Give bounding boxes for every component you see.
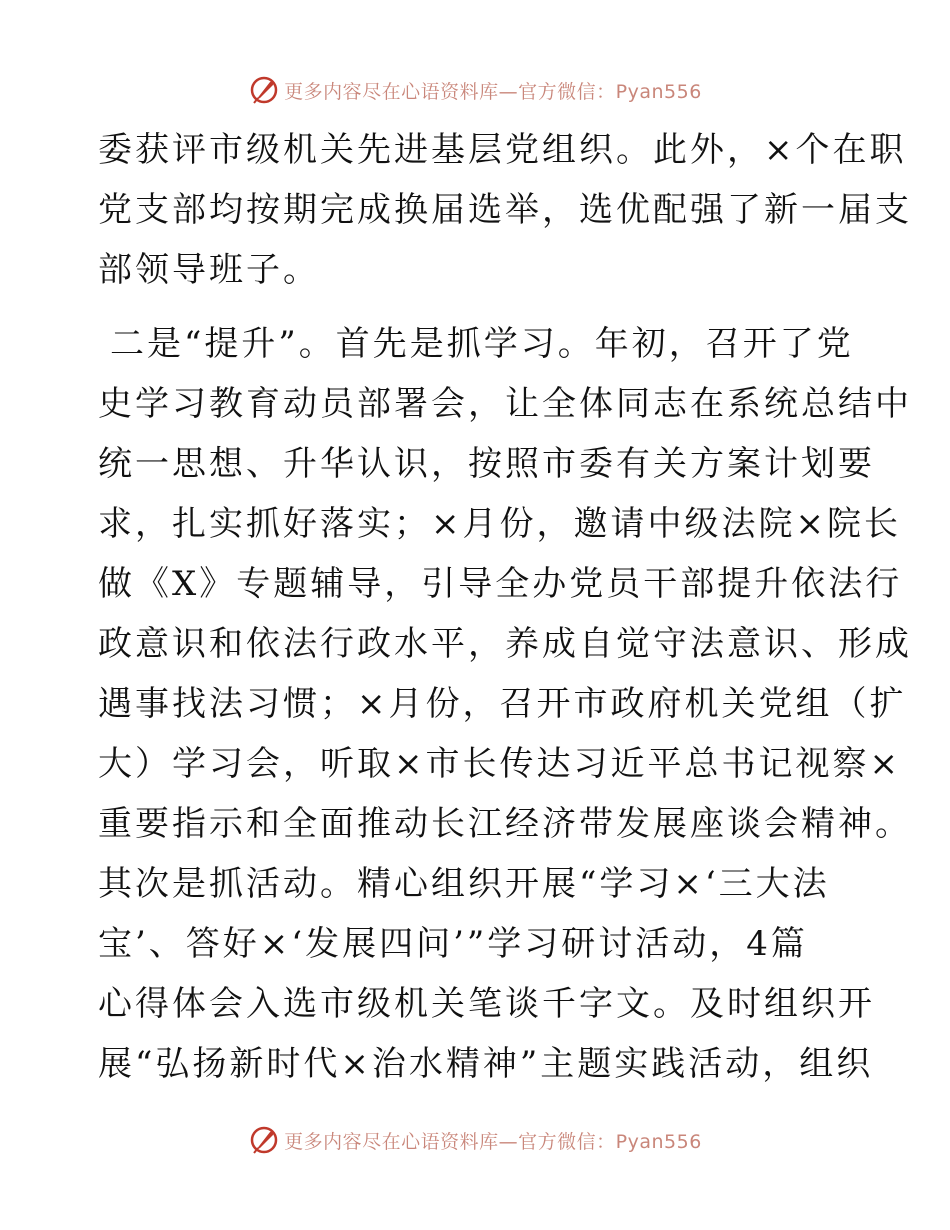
text-line: 重要指示和全面推动长江经济带发展座谈会精神。 [98,804,912,844]
text-line: 求，扎实抓好落实；×月份，邀请中级法院×院长 [98,504,901,544]
feather-pen-circle-icon [248,1124,280,1156]
text-line: 委获评市级机关先进基层党组织。此外，×个在职 [98,130,907,170]
text-line: 展“弘扬新时代×治水精神”主题实践活动，组织 [98,1044,874,1084]
text-line: 做《X》专题辅导，引导全办党员干部提升依法行 [98,564,903,604]
banner-text: 更多内容尽在心语资料库—官方微信：Pyan556 [284,1130,702,1153]
text-line: 二是“提升”。首先是抓学习。年初，召开了党 [110,324,854,364]
footer-banner [0,1120,950,1160]
text-line: 宝’、答好×‘发展四问’”学习研讨活动，4篇 [98,924,808,964]
text-line: 政意识和依法行政水平，养成自觉守法意识、形成 [98,624,912,664]
text-line: 其次是抓活动。精心组织开展“学习×‘三大法 [98,864,830,904]
text-line: 党支部均按期完成换届选举，选优配强了新一届支 [98,190,912,230]
text-line: 史学习教育动员部署会，让全体同志在系统总结中 [98,384,912,424]
text-line: 统一思想、升华认识，按照市委有关方案计划要 [98,444,875,484]
banner-text: 更多内容尽在心语资料库—官方微信：Pyan556 [284,80,702,103]
text-line: 大）学习会，听取×市长传达习近平总书记视察× [98,744,901,784]
text-line: 心得体会入选市级机关笔谈千字文。及时组织开 [98,984,875,1024]
paragraph [98,120,912,300]
feather-pen-circle-icon [248,74,280,106]
text-line: 部领导班子。 [98,250,320,290]
header-banner [0,70,950,110]
document-body [98,120,912,1094]
text-line: 遇事找法习惯；×月份，召开市政府机关党组（扩 [98,684,907,724]
paragraph [98,314,912,1094]
